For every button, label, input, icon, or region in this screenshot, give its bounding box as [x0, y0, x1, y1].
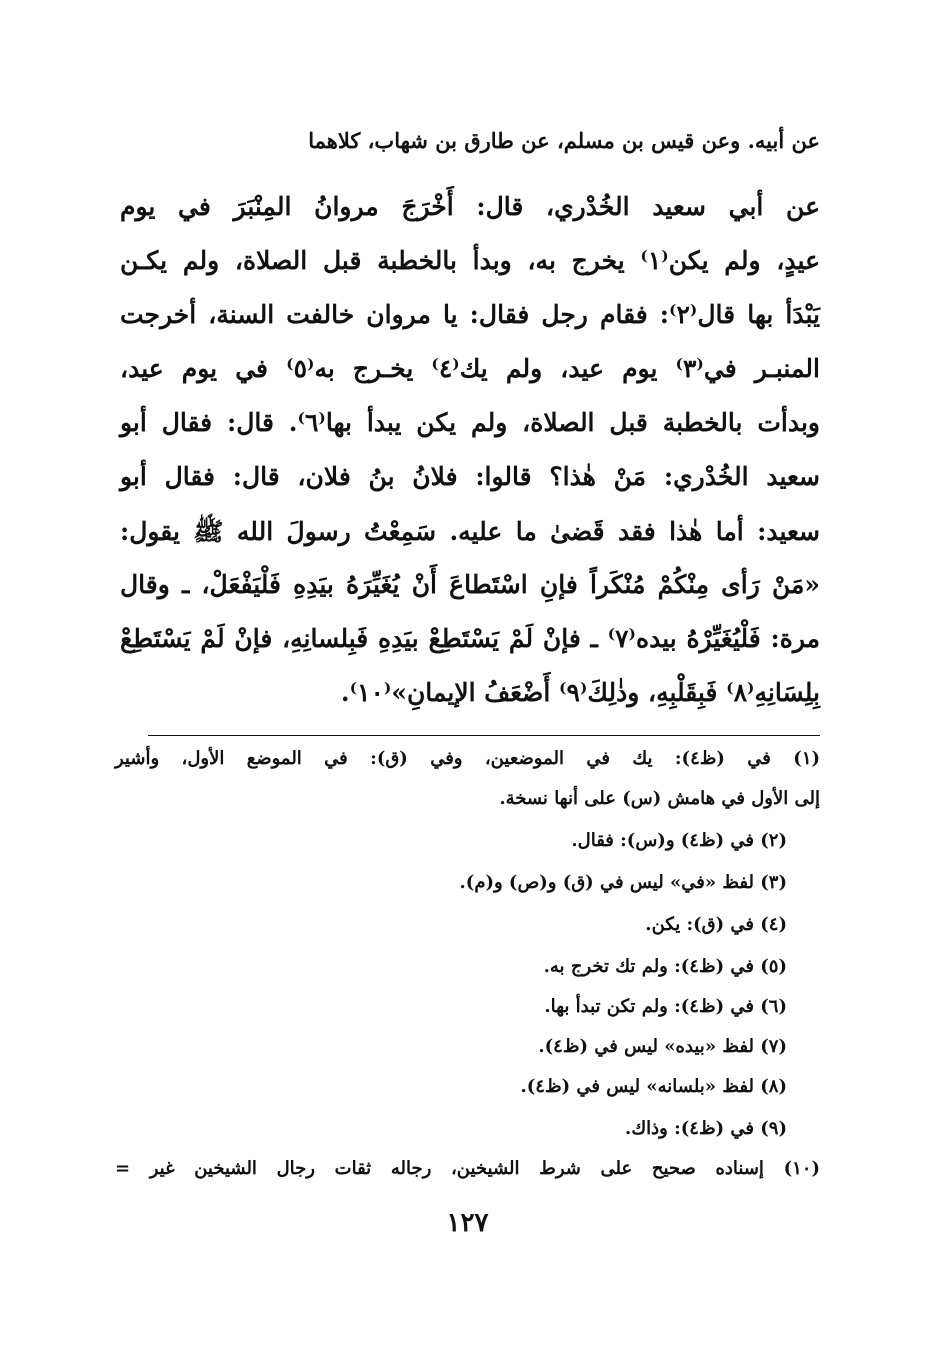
footnote-5: (٥) في (ظ٤): ولم تك تخرج به.: [543, 956, 787, 977]
hadith-line-4: المنبـر في⁽٣⁾ يوم عيد، ولم يك⁽٤⁾ يخـرج به⁽٥⁾ في يوم عيد،: [120, 354, 820, 383]
page-number: ١٢٧: [446, 1208, 489, 1238]
footnote-9: (٩) في (ظ٤): وذاك.: [625, 1118, 787, 1139]
hadith-line-2: عيدٍ، ولم يكن⁽١⁾ يخرج به، وبدأ بالخطبة قبل الصلاة، ولم يكـن: [120, 246, 820, 275]
hadith-line-6: سعيد الخُدْري: مَنْ هٰذا؟ قالوا: فلانُ بنُ فلان، قال: فقال أبو: [120, 462, 820, 491]
footnote-divider: [148, 735, 820, 736]
footnote-8: (٨) لفظ «بلسانه» ليس في (ظ٤).: [520, 1076, 787, 1097]
hadith-line-9: مرة: فَلْيُغَيِّرْهُ بيده⁽٧⁾ ـ فإنْ لَمْ يَسْتَطِعْ بيَدِهِ فَبِلسانِهِ، فإنْ لَمْ يَسْتَطِعْ: [120, 624, 821, 653]
footnote-1-line-1: (١) في (ظ٤): يك في الموضعين، وفي (ق): في الموضع الأول، وأشير: [115, 748, 821, 769]
footnote-6: (٦) في (ظ٤): ولم تكن تبدأ بها.: [544, 996, 787, 1017]
hadith-line-7: سعيد: أما هٰذا فقد قَضىٰ ما عليه. سَمِعْتُ رسولَ الله ﷺ يقول:: [120, 517, 820, 546]
intro-line: عن أبيه. وعن قيس بن مسلم، عن طارق بن شهاب، كلاهما: [308, 128, 820, 153]
footnote-10: (١٠) إسناده صحيح على شرط الشيخين، رجاله ثقات رجال الشيخين غير =: [115, 1158, 820, 1179]
hadith-line-1: عن أبي سعيد الخُدْري، قال: أَخْرَجَ مروانُ المِنْبَرَ في يوم: [120, 192, 820, 221]
hadith-line-10: بِلِسَانِهِ⁽٨⁾ فَبِقَلْبِهِ، وذٰلِكَ⁽٩⁾ أَضْعَفُ الإيمانِ»⁽١٠⁾.: [340, 678, 820, 707]
footnote-1-line-2: إلى الأول في هامش (س) على أنها نسخة.: [499, 788, 820, 809]
footnote-7: (٧) لفظ «بيده» ليس في (ظ٤).: [538, 1036, 787, 1057]
hadith-line-3: يَبْدَأ بها قال⁽٢⁾: فقام رجل فقال: يا مروان خالفت السنة، أخرجت: [120, 300, 820, 329]
footnote-2: (٢) في (ظ٤) و(س): فقال.: [571, 830, 787, 851]
hadith-line-8: «مَنْ رَأى مِنْكُمْ مُنْكَراً فإنِ اسْتَطاعَ أَنْ يُغَيِّرَهُ بيَدِهِ فَلْيَفْعَلْ، ـ وقال: [120, 570, 820, 599]
hadith-line-5: وبدأت بالخطبة قبل الصلاة، ولم يكن يبدأ بها⁽٦⁾. قال: فقال أبو: [120, 408, 821, 437]
footnote-4: (٤) في (ق): يكن.: [645, 914, 787, 935]
footnote-3: (٣) لفظ «في» ليس في (ق) و(ص) و(م).: [459, 872, 787, 893]
